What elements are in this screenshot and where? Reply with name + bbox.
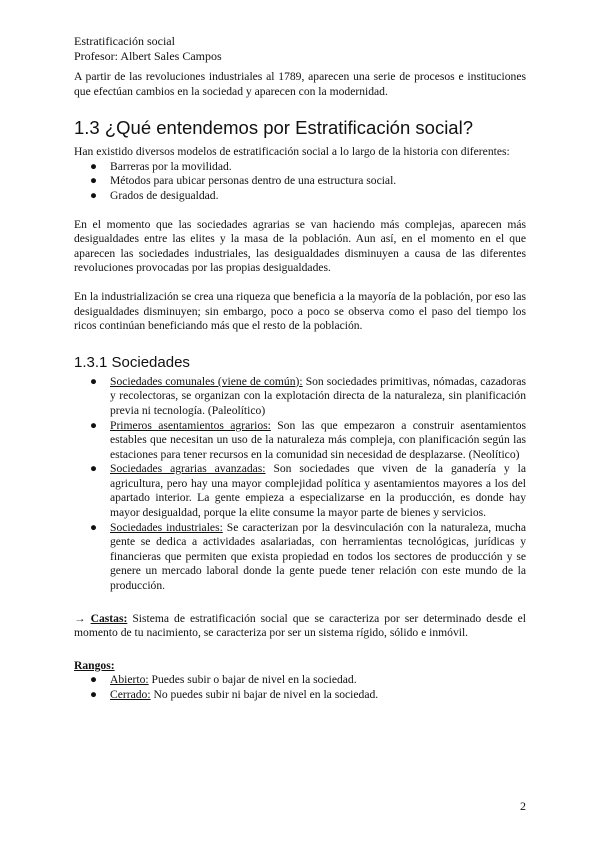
term: Primeros asentamientos agrarios: bbox=[110, 418, 271, 432]
page-number: 2 bbox=[520, 799, 526, 813]
list-item: ● Primeros asentamientos agrarios: Son las que empezaron a construir asentamientos estables que necesitan un uso de la naturaleza más compleja, con planificación según las estaciones para tener recursos en la comunidad sin necesidad de desplazarse. (Neolítico) bbox=[90, 418, 527, 461]
intro-paragraph: A partir de las revoluciones industriales al 1789, aparecen una serie de procesos e instituciones que efectúan cambios en la sociedad y aparecen con la modernidad. bbox=[74, 70, 526, 98]
page-content bbox=[74, 34, 526, 703]
term: Cerrado: bbox=[110, 688, 151, 701]
list-item: ● Sociedades agrarias avanzadas: Son sociedades que viven de la ganadería y la agricultura, pero hay una mayor complejidad política y asentamientos mayores a los del apartado interior. La gente empieza a especializarse en la producción, es donde hay mayor desigualdad, porque la elite consume la mayor parte de bienes y servicios. bbox=[90, 462, 527, 520]
list-item: ● Métodos para ubicar personas dentro de una estructura social. bbox=[90, 174, 397, 188]
section-lead: Han existido diversos modelos de estratificación social a lo largo de la historia con diferentes: bbox=[74, 145, 510, 159]
bullet-icon: ● bbox=[90, 418, 98, 432]
list-item: ● Sociedades comunales (viene de común): Son sociedades primitivas, nómadas, cazadoras y recolectoras, se organizan con la explotación directa de la naturaleza, sin planificación previa ni tecnología. (Paleolítico) bbox=[90, 374, 526, 417]
paragraph-industrialization: En la industrialización se crea una riqueza que beneficia a la mayoría de la población, por eso las desigualdades disminuyen; sin embargo, poco a poco se observa como el paso del tiempo los ricos continúan beneficiando más que el resto de la población. bbox=[74, 289, 526, 333]
list-item: ● Barreras por la movilidad. bbox=[90, 159, 232, 173]
rangos-list bbox=[74, 673, 526, 702]
bullet-icon: ● bbox=[90, 673, 98, 687]
bullet-icon: ● bbox=[90, 462, 98, 476]
header-course: Estratificación social bbox=[74, 34, 175, 48]
list-item: ● Abierto: Puedes subir o bajar de nivel en la sociedad. bbox=[90, 673, 357, 687]
header-professor: Profesor: Albert Sales Campos bbox=[74, 49, 222, 63]
rangos-title: Rangos: bbox=[74, 658, 115, 672]
bullet-icon: ● bbox=[90, 688, 98, 701]
societies-list bbox=[74, 375, 526, 594]
list-item: ● Grados de desigualdad. bbox=[90, 188, 219, 202]
term: Sociedades industriales: bbox=[110, 520, 223, 534]
subsection-title: 1.3.1 Sociedades bbox=[74, 353, 190, 371]
bullet-icon: ● bbox=[90, 374, 98, 388]
term: Sociedades comunales (viene de común): bbox=[110, 374, 303, 388]
list-item: ● Cerrado: No puedes subir ni bajar de nivel en la sociedad. bbox=[90, 688, 379, 701]
term: Castas: bbox=[90, 611, 128, 625]
term: Abierto: bbox=[110, 673, 149, 687]
rangos-title-line bbox=[74, 659, 526, 674]
list-item: ● Sociedades industriales: Se caracterizan por la desvinculación con la naturaleza, mucha gente se dedica a actividades asalariadas, con herramientas tecnológicas, jurídicas y financieras que permiten que exista propiedad en todos los sectores de producción y se genere un mercado laboral donde la gente puede tener relación con este mundo de la producción. bbox=[90, 520, 526, 593]
arrow-icon: → bbox=[74, 611, 86, 625]
barriers-list bbox=[74, 160, 526, 204]
bullet-icon: ● bbox=[90, 520, 98, 534]
bullet-icon: ● bbox=[90, 159, 98, 173]
section-title: 1.3 ¿Qué entendemos por Estratificación social? bbox=[74, 117, 473, 139]
castas-paragraph: → Castas: Sistema de estratificación social que se caracteriza por ser determinado desde el momento de tu nacimiento, se caracteriza por ser un sistema rígido, sólido e inmóvil. bbox=[74, 611, 527, 640]
bullet-icon: ● bbox=[90, 174, 98, 188]
bullet-icon: ● bbox=[90, 188, 98, 202]
paragraph-agrarian: En el momento que las sociedades agrarias se van haciendo más complejas, aparecen más desigualdades entre las elites y la masa de la población. Aun así, en el momento en el que aparecen las sociedades industriales, las desigualdades disminuyen a causa de las diferentes revoluciones provocadas por las propias desigualdades. bbox=[74, 217, 526, 275]
term: Sociedades agrarias avanzadas: bbox=[110, 462, 266, 476]
